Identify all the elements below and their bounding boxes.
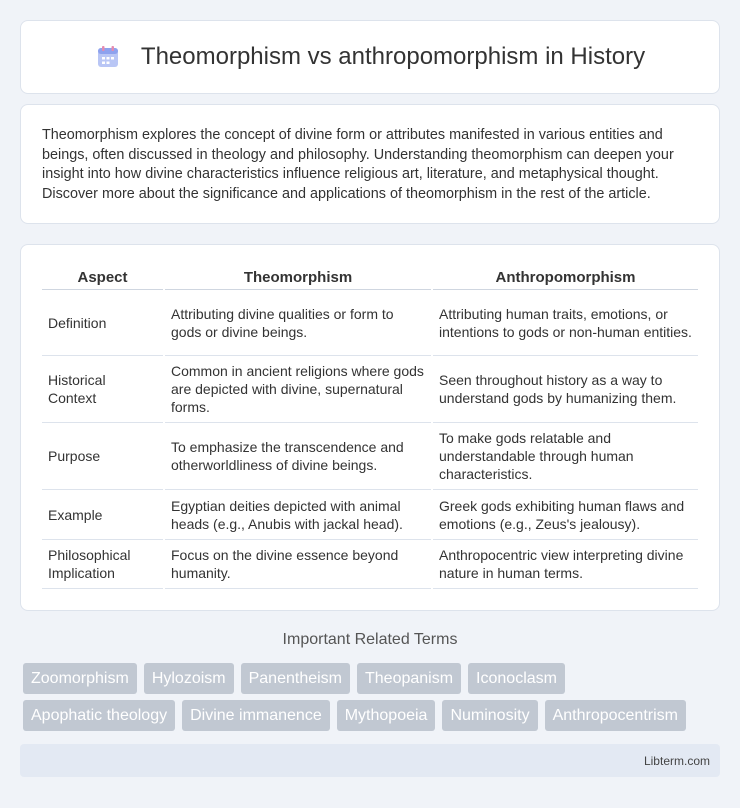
related-terms-heading: Important Related Terms bbox=[282, 631, 458, 648]
intro-text: Theomorphism explores the concept of divine form or attributes manifested in various entities and beings, often discussed in theology and philosophy. Understanding theomorphism can deepen your insight into how divine characteristics influence religious art, literature, and metaphysical thought. Discover more about the significance and applications of theomorphism in the rest of the article. bbox=[42, 127, 674, 202]
cell-theomorphism: Common in ancient religions where gods are depicted with divine, supernatural forms. bbox=[165, 356, 431, 423]
cell-anthropomorphism: Seen throughout history as a way to understand gods by humanizing them. bbox=[433, 356, 698, 423]
cell-anthropomorphism: Attributing human traits, emotions, or intentions to gods or non-human entities. bbox=[433, 290, 698, 356]
term-chip-apophatic-theology[interactable]: Apophatic theology bbox=[23, 700, 175, 731]
table-card bbox=[20, 244, 720, 611]
cell-aspect: Example bbox=[42, 490, 163, 540]
header-theomorphism: Theomorphism bbox=[165, 265, 431, 290]
intro-card bbox=[20, 104, 720, 224]
cell-aspect: Purpose bbox=[42, 423, 163, 490]
cell-anthropomorphism: To make gods relatable and understandable through human characteristics. bbox=[433, 423, 698, 490]
table-row bbox=[42, 490, 698, 540]
table-header-row bbox=[42, 265, 698, 290]
term-chip-numinosity[interactable]: Numinosity bbox=[442, 700, 537, 731]
title-wrap bbox=[95, 43, 645, 71]
term-chip-panentheism[interactable]: Panentheism bbox=[241, 663, 350, 694]
calendar-icon bbox=[95, 44, 121, 70]
term-chip-hylozoism[interactable]: Hylozoism bbox=[144, 663, 234, 694]
cell-theomorphism: To emphasize the transcendence and otherworldliness of divine beings. bbox=[165, 423, 431, 490]
cell-aspect: Philosophical Implication bbox=[42, 540, 163, 589]
cell-theomorphism: Focus on the divine essence beyond humanity. bbox=[165, 540, 431, 589]
footer-link[interactable]: Libterm.com bbox=[643, 753, 710, 768]
term-chip-zoomorphism[interactable]: Zoomorphism bbox=[23, 663, 137, 694]
cell-theomorphism: Attributing divine qualities or form to gods or divine beings. bbox=[165, 290, 431, 356]
footer bbox=[20, 744, 720, 777]
cell-theomorphism: Egyptian deities depicted with animal heads (e.g., Anubis with jackal head). bbox=[165, 490, 431, 540]
term-chip-theopanism[interactable]: Theopanism bbox=[357, 663, 461, 694]
related-terms-row bbox=[23, 663, 565, 694]
table-row bbox=[42, 540, 698, 589]
term-chip-mythopoeia[interactable]: Mythopoeia bbox=[337, 700, 436, 731]
table-row bbox=[42, 423, 698, 490]
cell-anthropomorphism: Greek gods exhibiting human flaws and emotions (e.g., Zeus's jealousy). bbox=[433, 490, 698, 540]
header-card bbox=[20, 20, 720, 94]
table-row bbox=[42, 356, 698, 423]
header-anthropomorphism: Anthropomorphism bbox=[433, 265, 698, 290]
cell-anthropomorphism: Anthropocentric view interpreting divine nature in human terms. bbox=[433, 540, 698, 589]
header-aspect: Aspect bbox=[42, 265, 163, 290]
related-terms-row bbox=[23, 700, 686, 731]
term-chip-anthropocentrism[interactable]: Anthropocentrism bbox=[545, 700, 686, 731]
table-row bbox=[42, 290, 698, 356]
term-chip-iconoclasm[interactable]: Iconoclasm bbox=[468, 663, 565, 694]
term-chip-divine-immanence[interactable]: Divine immanence bbox=[182, 700, 330, 731]
page-title: Theomorphism vs anthropomorphism in History bbox=[140, 43, 646, 70]
cell-aspect: Historical Context bbox=[42, 356, 163, 423]
comparison-table bbox=[42, 265, 698, 589]
cell-aspect: Definition bbox=[42, 290, 163, 356]
